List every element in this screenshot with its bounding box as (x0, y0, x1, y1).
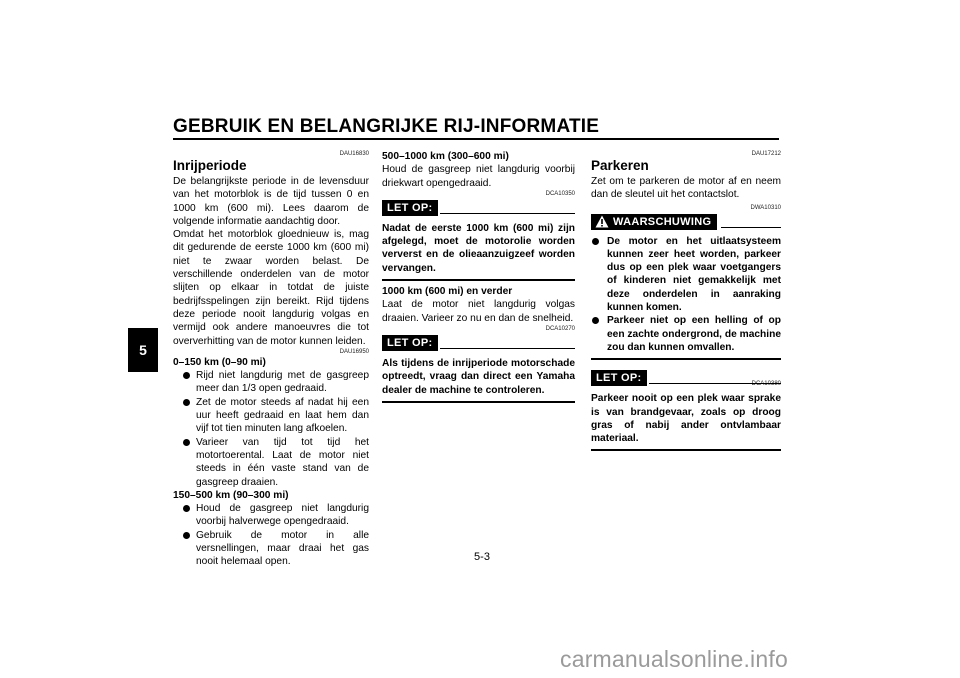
notice-text: Nadat de eerste 1000 km (600 mi) zijn afgelegd, moet de motorolie worden ververst en de olieaanzuigzeef worden vervangen. (382, 222, 575, 274)
section-code: DAU16950 (339, 348, 369, 355)
warning-header (591, 214, 781, 232)
bullet-icon (183, 372, 190, 379)
bullet-icon (183, 505, 190, 512)
range-heading: 500–1000 km (300–600 mi) (382, 151, 509, 162)
list-item: Rijd niet langdurig met de gasgreep meer dan 1/3 open gedraaid. (173, 369, 369, 396)
page-title: GEBRUIK EN BELANGRIJKE RIJ-INFORMATIE (173, 116, 600, 137)
range-heading: 1000 km (600 mi) en verder (382, 286, 513, 298)
list-item: Houd de gasgreep niet langdurig voorbij halverwege opengedraaid. (173, 502, 369, 529)
notice-text: Als tijdens de inrijperiode motorschade optreedt, vraag dan direct een Yamaha dealer de machine te controleren. (382, 357, 575, 396)
notice-badge: LET OP: (382, 200, 438, 216)
section-heading-inrijperiode: Inrijperiode (173, 158, 247, 173)
notice-header (382, 200, 575, 218)
warning-rule (721, 227, 781, 228)
notice-rule (440, 348, 575, 349)
list-item: Gebruik de motor in alle versnellingen, maar draai het gas nooit helemaal open. (173, 529, 369, 569)
bullet-icon (183, 439, 190, 446)
warning-list (591, 235, 781, 355)
notice-header (591, 370, 781, 388)
paragraph: De belangrijkste periode in de levensduur van het motorblok is de tijd tussen 0 en 1000 km (600 mi). Lees daarom de volgende informatie aandachtig door. (173, 176, 369, 227)
paragraph: Houd de gasgreep niet langdurig voorbij driekwart opengedraaid. (382, 164, 575, 189)
header-rule (173, 138, 779, 140)
section-code: DAU16830 (339, 151, 369, 157)
bullet-icon (183, 532, 190, 539)
section-heading-parkeren: Parkeren (591, 158, 649, 173)
notice-badge: LET OP: (591, 370, 647, 386)
range-heading: 150–500 km (90–300 mi) (173, 489, 289, 501)
page-number: 5-3 (474, 551, 490, 563)
watermark: carmanualsonline.info (560, 646, 788, 672)
warning-badge: WAARSCHUWING (591, 214, 717, 230)
bullet-icon (592, 238, 599, 245)
bullet-list (173, 369, 369, 489)
notice-code: DCA10380 (751, 381, 781, 388)
column-2 (382, 150, 575, 403)
bullet-icon (592, 317, 599, 324)
column-1 (173, 150, 369, 569)
notice-code: DCA10270 (545, 325, 575, 332)
notice-end-rule (382, 401, 575, 403)
paragraph: Zet om te parkeren de motor af en neem dan de sleutel uit het contactslot. (591, 176, 781, 201)
bullet-icon (183, 399, 190, 406)
notice-rule (649, 383, 781, 384)
list-item: Zet de motor steeds af nadat hij een uur heeft gedraaid en laat hem dan vijf tot tien minuten lang afkoelen. (173, 396, 369, 436)
paragraph: Omdat het motorblok gloednieuw is, mag dit gedurende de eerste 1000 km (600 mi) niet te zwaar worden belast. De verschillende onderdelen van de motor slijten op elkaar in totdat de juiste bedrijfsspelingen zijn bereikt. Rijd tijdens deze periode nooit langdurig volgas en vermijd ook andere manoeuvres die tot oververhitting van de motor kunnen leiden. (173, 229, 369, 347)
chapter-tab: 5 (128, 328, 158, 372)
notice-badge: LET OP: (382, 335, 438, 351)
warning-triangle-icon (595, 215, 609, 228)
list-item: De motor en het uitlaatsysteem kunnen zeer heet worden, parkeer dus op een plek waar voetgangers of kinderen niet gemakkelijk met deze onderdelen in aanraking kunnen komen. (591, 235, 781, 315)
bullet-list (173, 502, 369, 568)
list-item: Parkeer niet op een helling of op een zachte ondergrond, de machine zou dan kunnen omvallen. (591, 314, 781, 354)
range-heading: 0–150 km (0–90 mi) (173, 356, 266, 368)
warning-code: DWA10310 (750, 204, 781, 211)
notice-rule (440, 213, 575, 214)
column-3 (591, 150, 781, 451)
list-item: Varieer van tijd tot tijd het motortoerental. Laat de motor niet steeds in één vaste stand van de gasgreep draaien. (173, 436, 369, 489)
section-code: DAU17212 (751, 151, 781, 157)
notice-code: DCA10350 (545, 190, 575, 197)
paragraph: Laat de motor niet langdurig volgas draaien. Varieer zo nu en dan de snelheid. (382, 299, 575, 324)
notice-text: Parkeer nooit op een plek waar sprake is van brandgevaar, zoals op droog gras of nabij ander ontvlambaar materiaal. (591, 393, 781, 445)
notice-end-rule (591, 449, 781, 451)
notice-header (382, 335, 575, 353)
